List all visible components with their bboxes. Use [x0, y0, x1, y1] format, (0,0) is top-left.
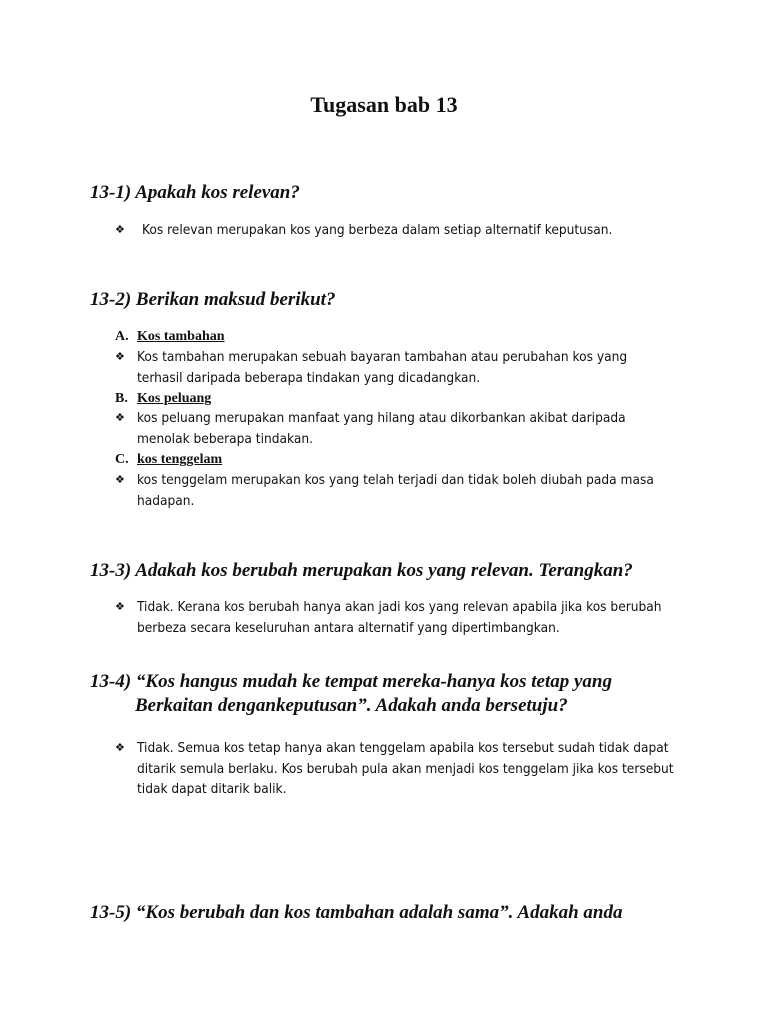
- answer-13-2-c: [115, 470, 675, 511]
- diamond-bullet-icon: ❖: [115, 350, 125, 363]
- answer-13-4: [115, 738, 675, 800]
- answer-text: kos tenggelam merupakan kos yang telah terjadi dan tidak boleh diubah pada masa hadapan.: [137, 472, 654, 509]
- answer-13-2-b: [115, 408, 675, 449]
- subitem-term: kos tenggelam: [137, 452, 223, 467]
- question-13-1-heading: 13-1) Apakah kos relevan?: [90, 182, 300, 203]
- answer-text: Kos relevan merupakan kos yang berbeza dalam setiap alternatif keputusan.: [142, 222, 613, 238]
- question-13-2-heading: 13-2) Berikan maksud berikut?: [90, 289, 336, 310]
- diamond-bullet-icon: ❖: [115, 741, 125, 754]
- answer-text: Tidak. Kerana kos berubah hanya akan jadi kos yang relevan apabila jika kos berubah berbeza secara keseluruhan antara alternatif yang dipertimbangkan.: [137, 599, 662, 636]
- answer-text: kos peluang merupakan manfaat yang hilang atau dikorbankan akibat daripada menolak beberapa tindakan.: [137, 410, 626, 447]
- subitem-b: [115, 389, 211, 409]
- question-13-5-heading: 13-5) “Kos berubah dan kos tambahan adalah sama”. Adakah anda: [90, 902, 623, 923]
- subitem-term: Kos tambahan: [137, 329, 225, 344]
- subitem-letter: B.: [115, 391, 128, 406]
- diamond-bullet-icon: ❖: [115, 600, 125, 613]
- answer-13-3: [115, 597, 675, 638]
- document-title: Tugasan bab 13: [310, 92, 458, 117]
- question-13-4-heading: [90, 670, 710, 718]
- subitem-c: [115, 450, 222, 470]
- answer-text: Tidak. Semua kos tetap hanya akan tenggelam apabila kos tersebut sudah tidak dapat ditarik semula berlaku. Kos berubah pula akan menjadi kos tenggelam jika kos tersebut tidak dapat ditarik balik.: [137, 740, 674, 797]
- diamond-bullet-icon: ❖: [115, 223, 125, 236]
- subitem-letter: C.: [115, 452, 129, 467]
- subitem-term: Kos peluang: [137, 391, 212, 406]
- subitem-a: [115, 327, 225, 347]
- heading-line: Berkaitan dengankeputusan”. Adakah anda bersetuju?: [135, 695, 568, 716]
- diamond-bullet-icon: ❖: [115, 411, 125, 424]
- answer-text: Kos tambahan merupakan sebuah bayaran tambahan atau perubahan kos yang terhasil daripada beberapa tindakan yang dicadangkan.: [137, 349, 628, 386]
- subitem-letter: A.: [115, 329, 129, 344]
- answer-13-2-a: [115, 347, 675, 388]
- answer-13-1: [115, 220, 675, 241]
- question-13-3-heading: 13-3) Adakah kos berubah merupakan kos yang relevan. Terangkan?: [90, 560, 633, 581]
- heading-line: 13-4) “Kos hangus mudah ke tempat mereka-hanya kos tetap yang: [90, 671, 612, 692]
- diamond-bullet-icon: ❖: [115, 473, 125, 486]
